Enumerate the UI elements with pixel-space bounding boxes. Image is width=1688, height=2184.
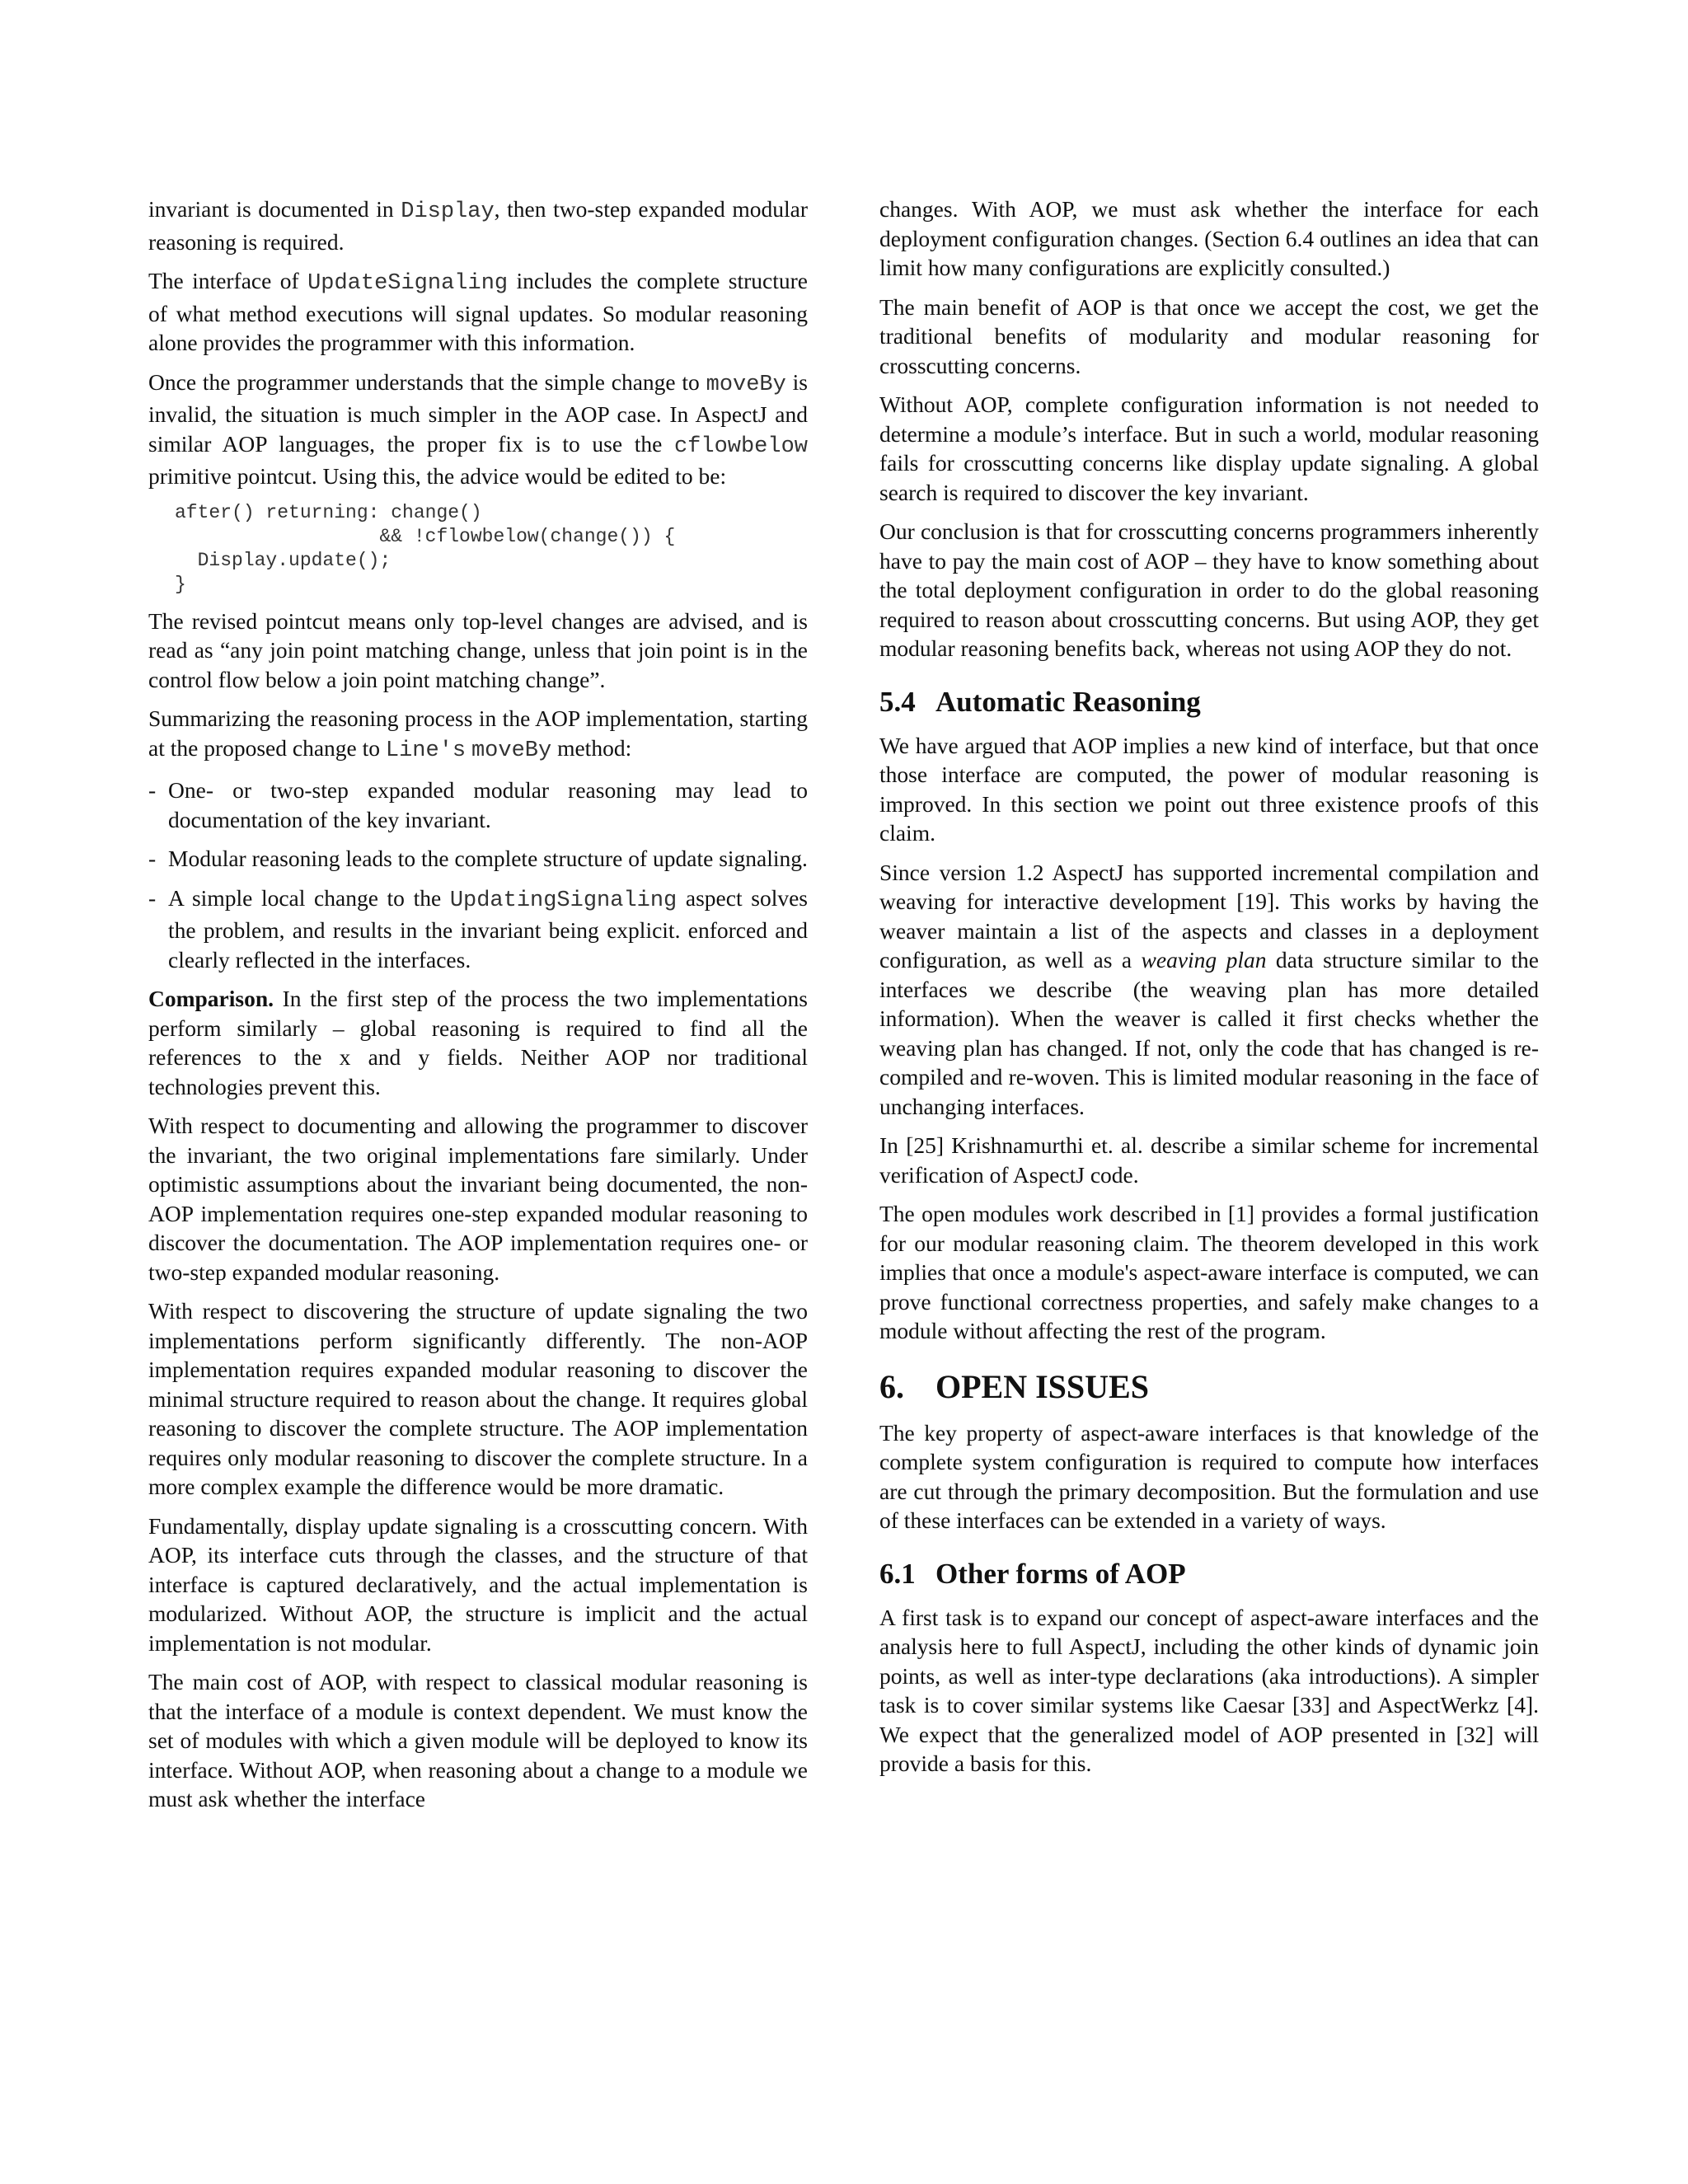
code-inline: Display: [401, 199, 495, 224]
section-title: OPEN ISSUES: [935, 1367, 1149, 1405]
section-number: 6.1: [879, 1557, 916, 1590]
paragraph: Without AOP, complete configuration information is not needed to determine a module’s interface. But in such a world, modular reasoning fails for crosscutting concerns like display update signaling. A global search is required to discover the key invariant.: [879, 391, 1539, 505]
paragraph: Our conclusion is that for crosscutting concerns programmers inherently have to pay the main cost of AOP – they have to know something about the total deployment configuration in order to do the global reasoning required to reason about crosscutting concerns. But using AOP, they get modular reasoning benefits back, whereas not using AOP they do not.: [879, 518, 1539, 661]
text: includes the complete structure of what method executions will signal updates. So modular reasoning alone provides the programmer with this information.: [148, 268, 808, 355]
text: aspect solves the problem, and results in the invariant being explicit. enforced and clearly reflected in the interfaces.: [168, 884, 809, 972]
list-item: [148, 776, 808, 834]
code-block: after() returning: change() && !cflowbelow(change()) { Display.update(); }: [175, 501, 676, 595]
section-heading: [879, 1557, 1539, 1591]
paragraph: The open modules work described in [1] provides a formal justification for our modular reasoning claim. The theorem developed in this work implies that once a module's aspect-aware interface is computed, we can prove functional correctness properties, and safely make changes to a module without affecting the rest of the program.: [879, 1201, 1539, 1343]
text: One- or two-step expanded modular reasoning may lead to documentation of the key invariant.: [168, 777, 808, 832]
paragraph: In [25] Krishnamurthi et. al. describe a similar scheme for incremental verification of AspectJ code.: [879, 1132, 1539, 1188]
code-inline: UpdatingSignaling: [449, 888, 678, 913]
list-item: [148, 883, 808, 975]
text: Once the programmer understands that the simple change to: [148, 368, 706, 395]
bullet-list: [148, 776, 808, 974]
text: is invalid, the situation is much simpler in the AOP case. In AspectJ and similar AOP languages, the proper fix is to use the: [148, 368, 808, 457]
paragraph: The revised pointcut means only top-level changes are advised, and is read as “any join point matching change, unless that join point is in the control flow below a join point matching change”.: [148, 607, 808, 692]
text: Modular reasoning leads to the complete structure of update signaling.: [168, 846, 808, 871]
text: method:: [551, 734, 632, 761]
list-item: [148, 844, 808, 874]
run-in-heading: Comparison.: [148, 986, 274, 1011]
code-inline: UpdateSignaling: [307, 271, 509, 296]
paragraph: [148, 368, 808, 491]
paragraph: We have argued that AOP implies a new kind of interface, but that once those interface are computed, the power of modular reasoning is improved. In this section we point out three existence proofs of this claim.: [879, 732, 1539, 846]
text: Summarizing the reasoning process in the AOP implementation, starting at the proposed change to: [148, 705, 808, 761]
dash-bullet: -: [148, 846, 157, 871]
paragraph: The key property of aspect-aware interfaces is that knowledge of the complete system configuration is required to compute how interfaces are cut through the primary decomposition. But the formulation and use of these interfaces can be extended in a variety of ways.: [879, 1419, 1539, 1533]
section-heading: [879, 1367, 1539, 1407]
dash-bullet: -: [148, 777, 157, 803]
text: The interface of: [148, 268, 308, 293]
text: primitive pointcut. Using this, the advice would be edited to be:: [148, 463, 727, 489]
text: A simple local change to the: [168, 884, 450, 911]
emphasis: weaving plan: [1141, 947, 1267, 972]
text: Since version 1.2 AspectJ has supported incremental compilation and weaving for interactive development [19]. This works by having the weaver maintain a list of the aspects and classes in a deployment configuration, as well as a: [879, 859, 1539, 972]
paragraph: Fundamentally, display update signaling is a crosscutting concern. With AOP, its interface cuts through the classes, and the structure of that interface is captured declaratively, and the actual implementation is modularized. Without AOP, the structure is implicit and the actual implementation is not modular.: [148, 1512, 808, 1656]
paragraph: The main cost of AOP, with respect to classical modular reasoning is that the interface of a module is context dependent. We must know the set of modules with which a given module will be deployed to know its interface. Without AOP, when reasoning about a change to a module we must ask whether the interface: [148, 1669, 808, 1811]
text: invariant is documented in: [148, 196, 401, 222]
paragraph: [148, 704, 808, 766]
paragraph: [879, 858, 1539, 1122]
text: , then two-step expanded modular reasoning is required.: [148, 196, 808, 255]
section-heading: [879, 685, 1539, 719]
section-number: 5.4: [879, 685, 916, 718]
paragraph: [148, 984, 808, 1101]
dash-bullet: -: [148, 884, 157, 911]
code-inline: cflowbelow: [673, 434, 808, 459]
paragraph: With respect to discovering the structure of update signaling the two implementations perform significantly differently. The non-AOP implementation requires expanded modular reasoning to discover the minimal structure required to reason about the change. It requires global reasoning to discover the complete structure. The AOP implementation requires only modular reasoning to discover the complete structure. In a more complex example the difference would be more dramatic.: [148, 1298, 808, 1499]
right-column: [879, 194, 1539, 1788]
code-inline: moveBy: [706, 372, 786, 397]
code-inline: moveBy: [471, 738, 552, 763]
section-title: Automatic Reasoning: [935, 685, 1201, 718]
paragraph: [148, 194, 808, 256]
text: In the first step of the process the two implementations perform similarly – global reasoning is required to find all the references to the x and y fields. Neither AOP nor traditional technologies prevent this.: [148, 986, 808, 1099]
section-number: 6.: [879, 1367, 904, 1405]
paragraph: The main benefit of AOP is that once we accept the cost, we get the traditional benefits of modularity and modular reasoning for crosscutting concerns.: [879, 293, 1539, 378]
section-title: Other forms of AOP: [935, 1557, 1186, 1590]
paragraph: changes. With AOP, we must ask whether the interface for each deployment configuration changes. (Section 6.4 outlines an idea that can limit how many configurations are explicitly consulted.): [879, 196, 1539, 280]
paragraph: A first task is to expand our concept of aspect-aware interfaces and the analysis here to full AspectJ, including the other kinds of dynamic join points, as well as inter-type declarations (aka introductions). A simpler task is to cover similar systems like Caesar [33] and AspectWerkz [4]. We expect that the generalized model of AOP presented in [32] will provide a basis for this.: [879, 1604, 1539, 1776]
text: data structure similar to the interfaces we describe (the weaving plan has more detailed information). When the weaver is called it first checks whether the weaving plan has changed. If not, only the code that has changed is re-compiled and re-woven. This is limited modular reasoning in the face of unchanging interfaces.: [879, 947, 1539, 1119]
code-inline: Line's: [385, 738, 467, 763]
left-column: [148, 194, 808, 1824]
paragraph: [148, 266, 808, 358]
paragraph: With respect to documenting and allowing the programmer to discover the invariant, the two original implementations fare similarly. Under optimistic assumptions about the invariant being documented, the non-AOP implementation requires one-step expanded modular reasoning to discover the documentation. The AOP implementation requires one- or two-step expanded modular reasoning.: [148, 1113, 808, 1285]
